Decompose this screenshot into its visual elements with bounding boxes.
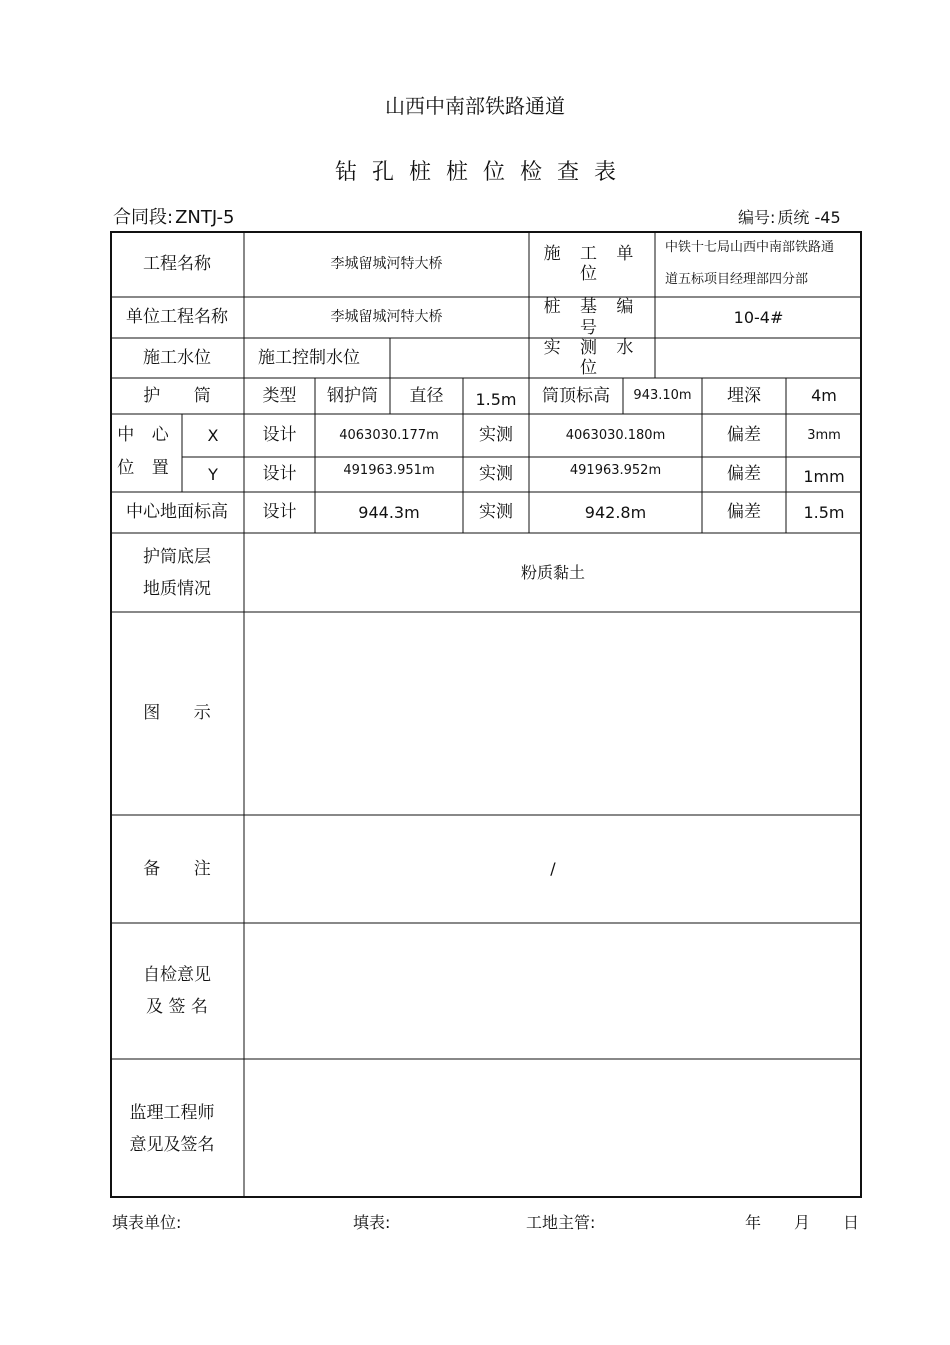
organization-title: 山西中南部铁路通道 — [385, 94, 565, 118]
geology-label — [110, 533, 244, 612]
supervisor-label-line1: 监理工程师 — [129, 1102, 215, 1123]
form-number-label: 编号: — [738, 208, 776, 227]
form-number — [738, 205, 841, 228]
ground-deviation-value: 1.5m — [803, 502, 845, 522]
x-deviation-value: 3mm — [807, 427, 841, 443]
diagram-area — [244, 612, 862, 815]
casing-top-elevation-value: 943.10m — [633, 388, 692, 404]
year-label: 年 — [745, 1213, 762, 1232]
month-label: 月 — [794, 1213, 811, 1232]
casing-top-elevation-label: 筒顶标高 — [542, 385, 610, 406]
contractor-label: 施 工 单 位 — [543, 243, 641, 284]
center-position-label-2: 位 置 — [117, 457, 175, 478]
y-design-label: 设计 — [262, 464, 297, 485]
geology-label-line2: 地质情况 — [143, 578, 211, 599]
casing-type-label: 类型 — [262, 385, 297, 406]
self-check-label-line1: 自检意见 — [143, 965, 211, 985]
x-measured-value: 4063030.180m — [565, 427, 666, 443]
water-level-label: 施工水位 — [143, 347, 211, 368]
water-level-control: 施工控制水位 — [258, 347, 360, 368]
contract-value: ZNTJ-5 — [175, 207, 235, 228]
measured-water-level-value — [655, 338, 862, 378]
y-measured-value: 491963.952m — [569, 462, 662, 478]
ground-design-value: 944.3m — [358, 502, 420, 522]
contractor-value-line2: 道五标项目经理部四分部 — [665, 272, 809, 287]
self-check-area — [244, 923, 862, 1059]
form-title: 钻孔桩桩位检查表 — [334, 160, 631, 185]
contract-section — [113, 203, 234, 229]
site-manager-label: 工地主管: — [526, 1213, 596, 1232]
contractor-value-line1: 中铁十七局山西中南部铁路通 — [665, 240, 835, 255]
casing-burial-value: 4m — [811, 386, 837, 406]
x-measured-label: 实测 — [479, 425, 513, 446]
inspection-table — [110, 231, 862, 1198]
filler-label: 填表: — [353, 1213, 391, 1232]
supervisor-area — [244, 1059, 862, 1198]
form-number-value: 质统 -45 — [777, 208, 841, 227]
geology-value: 粉质黏土 — [520, 562, 585, 582]
geology-label-line1: 护筒底层 — [143, 546, 211, 567]
x-coordinate-label: X — [207, 425, 219, 445]
y-design-value: 491963.951m — [343, 462, 435, 478]
project-name-value: 李城留城河特大桥 — [330, 255, 443, 272]
ground-deviation-label: 偏差 — [727, 502, 761, 523]
x-design-label: 设计 — [262, 425, 297, 446]
x-design-value: 4063030.177m — [339, 427, 439, 443]
ground-design-label: 设计 — [262, 502, 297, 523]
pile-number-value: 10-4# — [733, 307, 784, 327]
y-deviation-value: 1mm — [803, 466, 845, 486]
ground-elevation-label: 中心地面标高 — [126, 502, 228, 523]
diagram-label: 图 示 — [143, 703, 211, 724]
y-coordinate-label: Y — [208, 464, 218, 484]
self-check-label — [110, 923, 244, 1059]
ground-measured-value: 942.8m — [584, 502, 647, 522]
water-level-control-value — [390, 338, 529, 378]
y-deviation-label: 偏差 — [727, 464, 761, 485]
ground-measured-label: 实测 — [479, 502, 513, 523]
project-name-label: 工程名称 — [143, 253, 211, 274]
casing-label: 护 筒 — [143, 385, 211, 406]
casing-burial-label: 埋深 — [727, 385, 761, 406]
contractor-value — [655, 231, 862, 297]
contract-label: 合同段: — [113, 207, 174, 228]
y-measured-label: 实测 — [479, 464, 513, 485]
casing-type-value: 钢护筒 — [327, 385, 378, 406]
x-deviation-label: 偏差 — [727, 425, 761, 446]
unit-project-label: 单位工程名称 — [126, 307, 228, 328]
self-check-label-line2: 及 签 名 — [146, 997, 208, 1017]
supervisor-label-line2: 意见及签名 — [129, 1134, 215, 1155]
remarks-label: 备 注 — [143, 858, 211, 879]
casing-diameter-value: 1.5m — [475, 390, 517, 410]
casing-diameter-label: 直径 — [409, 385, 444, 406]
remarks-value: / — [550, 859, 556, 879]
filler-unit-label: 填表单位: — [112, 1213, 182, 1232]
center-position-label-1: 中 心 — [117, 425, 175, 446]
measured-water-level-label: 实 测 水 位 — [543, 337, 641, 378]
day-label: 日 — [843, 1213, 860, 1232]
supervisor-label — [110, 1059, 234, 1198]
pile-number-label: 桩 基 编 号 — [543, 297, 641, 338]
unit-project-value: 李城留城河特大桥 — [330, 309, 443, 326]
